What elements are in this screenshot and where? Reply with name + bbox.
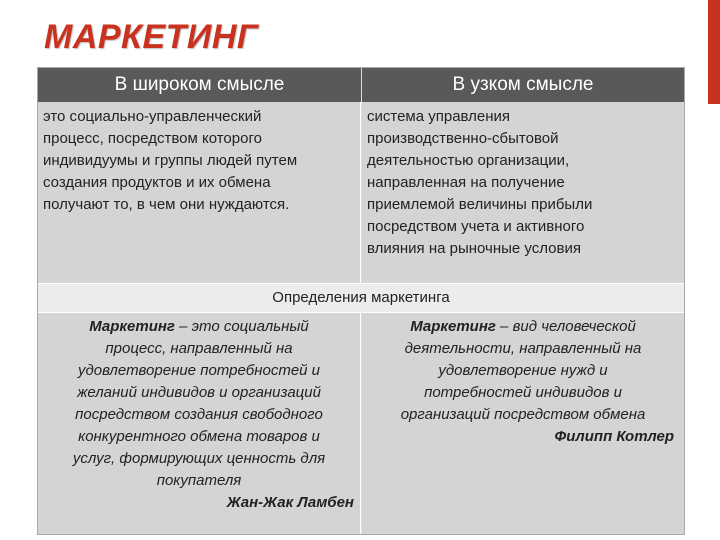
text-line: процесс, посредством которого [43,130,262,147]
text-line: услуг, формирующих ценность для [72,450,326,467]
text-line: деятельностью организации, [367,152,570,169]
text-line: создания продуктов и их обмена [43,174,271,191]
text-line: посредством создания свободного [75,406,323,423]
accent-bar [708,0,720,104]
text-line: процесс, направленный на [105,340,293,357]
text-line: удовлетворение нужд и [438,362,608,379]
author-kotler: Филипп Котлер [554,428,674,445]
text-line: производственно-сбытовой [367,130,559,147]
header-broad-sense: В широком смысле [38,68,361,102]
text-line: удовлетворение потребностей и [77,362,321,379]
definition-start: – это социальный [174,318,309,335]
text-line: индивидуумы и группы людей путем [43,152,298,169]
broad-sense-definition [38,102,361,283]
text-line: влияния на рыночные условия [367,240,581,257]
text-line: организаций посредством обмена [400,406,646,423]
header-narrow-sense: В узком смысле [362,68,684,102]
kotler-definition [362,313,684,534]
text-line: деятельности, направленный на [404,340,642,357]
text-line: получают то, в чем они нуждаются. [43,196,290,213]
definition-start: – вид человеческой [495,318,636,335]
text-line: система управления [367,108,511,125]
definitions-heading: Определения маркетинга [38,283,684,313]
term-marketing: Маркетинг [89,318,175,335]
author-lambin: Жан-Жак Ламбен [226,494,354,511]
page-title: МАРКЕТИНГ [44,18,259,56]
text-line [42,316,356,338]
text-line: потребностей индивидов и [424,384,622,401]
marketing-table [37,67,685,535]
term-marketing: Маркетинг [410,318,496,335]
text-line: посредством учета и активного [367,218,585,235]
text-line: желаний индивидов и организаций [77,384,321,401]
text-line [366,316,680,338]
text-line: конкурентного обмена товаров и [78,428,320,445]
text-line: приемлемой величины прибыли [367,196,593,213]
lambin-definition [38,313,361,534]
text-line: это социально-управленческий [43,108,262,125]
narrow-sense-definition [362,102,684,283]
text-line: покупателя [156,472,242,489]
text-line: направленная на получение [367,174,565,191]
